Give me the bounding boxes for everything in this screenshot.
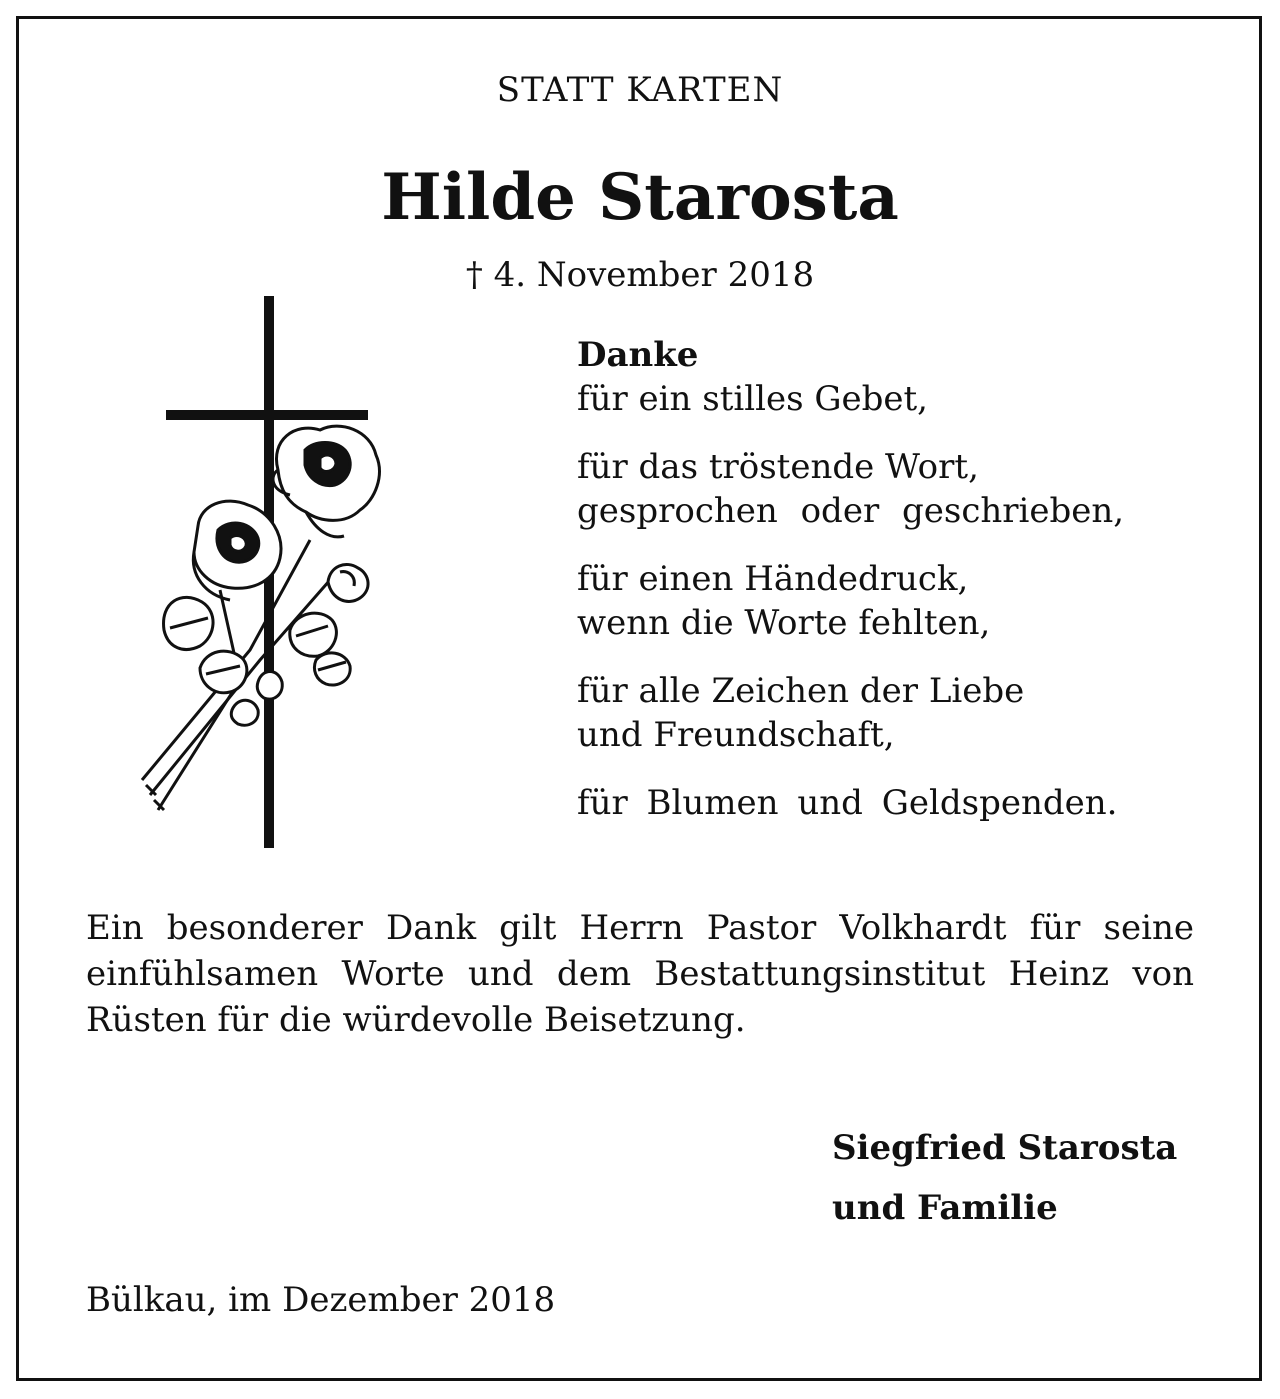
poem-stanza (577, 781, 1197, 825)
poem-line: gesprochen oder geschrieben, (577, 491, 1125, 531)
poem-line: für das tröstende Wort, (577, 447, 979, 487)
poem-line: wenn die Worte fehlten, (577, 603, 991, 643)
deceased-name: Hilde Starosta (381, 160, 899, 235)
signature-name: Siegfried Starosta (832, 1128, 1178, 1168)
header-statt-karten: STATT KARTEN (496, 70, 784, 110)
place-date: Bülkau, im Dezember 2018 (86, 1280, 556, 1320)
poem-line: für Blumen und Geldspenden. (577, 783, 1118, 823)
poem-line: und Freundschaft, (577, 715, 895, 755)
death-date: † 4. November 2018 (465, 255, 815, 295)
poem-line: für alle Zeichen der Liebe (577, 671, 1025, 711)
poem-line: für einen Händedruck, (577, 559, 969, 599)
poem-stanza (577, 557, 1197, 645)
acknowledgement-paragraph: Ein besonderer Dank gilt Herrn Pastor Volkhardt für seine einfühlsamen Worte und dem Bestattungsinstitut Heinz von Rüsten für die würdevolle Beisetzung. (86, 908, 1194, 1040)
poem-stanza (577, 377, 1197, 421)
poem-line: für ein stilles Gebet, (577, 379, 928, 419)
poem-block (577, 333, 1197, 825)
signature-family: und Familie (832, 1188, 1058, 1228)
signature-block (832, 1118, 1177, 1238)
thanks-heading: Danke (577, 335, 699, 375)
cross-with-roses-icon (120, 290, 400, 855)
poem-stanza (577, 669, 1197, 757)
poem-stanza (577, 445, 1197, 533)
